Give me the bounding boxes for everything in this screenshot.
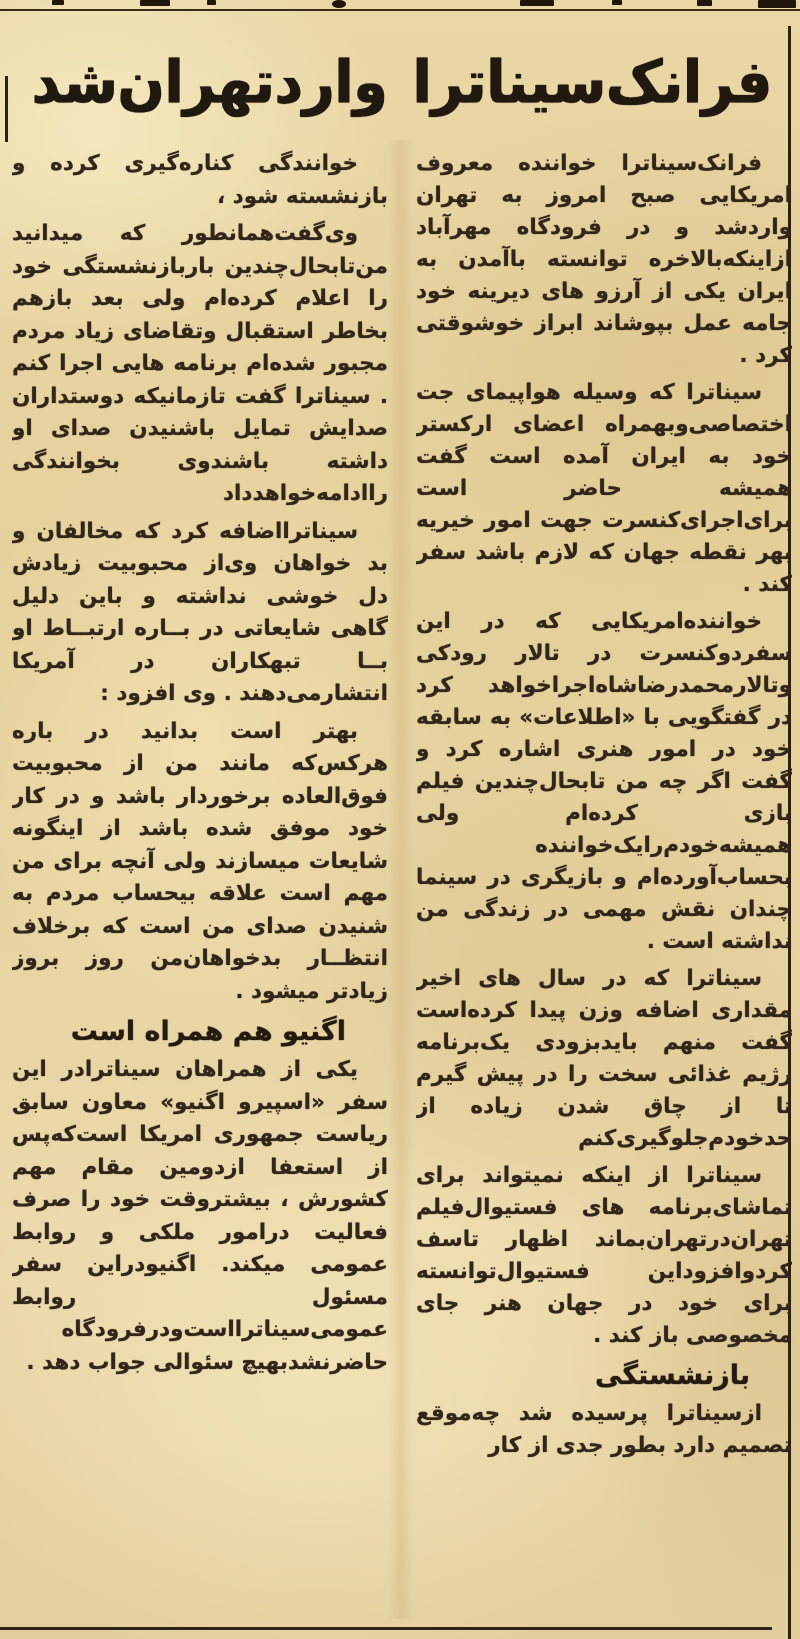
paragraph-comeback: وی‌گفت‌همانطور که میدانید من‌تابحال‌چندین باربازنشستگی خود را اعلام کرده‌ام ولی بعد بازهم بخاطر استقبال وتقاضای زیاد مردم مجبور شده‌ام برنامه هایی اجرا کنم . سیناترا گفت تازمانیکه دوستداران صدایش تمایل باشنیدن صدای او داشته باشندوی بخوانندگی راادامه‌خواهدداد [12, 221, 388, 506]
ink-fragment [207, 0, 216, 5]
bottom-horizontal-rule [0, 1627, 772, 1630]
paragraph-concerts: خواننده‌امریکایی که در این سفردوکنسرت در تالار رودکی وتالارمحمدرضاشاه‌اجراخواهد کرد در گفتگویی با «اطلاعات» به سابقه خود در امور هنری اشاره کرد و گفت اگر چه من تابحال‌چندین فیلم بازی کرده‌ام ولی همیشه‌خودم‌رایک‌خواننده بحساب‌آورده‌ام و بازیگری در سینما چندان نقش مهمی در زندگی من نداشته است . [416, 609, 792, 954]
paragraph-retirement-question: ازسیناترا پرسیده شد چه‌موقع تصمیم دارد بطور جدی از کار [416, 1401, 792, 1458]
right-column [416, 148, 792, 1623]
subhead-agnew: اگنیو هم همراه است [70, 1016, 346, 1047]
top-horizontal-rule [0, 9, 800, 11]
paragraph-diet: سیناترا که در سال های اخیر مقداری اضافه وزن پیدا کرده‌است گفت منهم بایدبزودی یک‌برنامه رژیم غذائی سخت را در پیش گیرم تا از چاق شدن زیاده از حدخودم‌جلوگیری‌کنم [416, 966, 792, 1151]
ink-fragment [697, 0, 712, 6]
paragraph-continuation: خوانندگی کناره‌گیری کرده و بازنشسته شود ، [12, 151, 388, 209]
subhead-retirement: بازنشستگی [595, 1360, 750, 1391]
paragraph-film-festival: سیناترا از اینکه نمیتواند برای تماشای‌برنامه های فستیوال‌فیلم تهران‌درتهران‌بماند اظهار تاسف کردوافزوداین فستیوال‌توانسته برای خود در جهان هنر جای مخصوصی باز کند . [416, 1163, 792, 1348]
paragraph-popularity: بهتر است بدانید در باره هرکس‌که مانند من از محبوبیت فوق‌العاده برخوردار باشد و در کار خود موفق شده باشد از اینگونه شایعات میسازند ولی آنچه برای من مهم است علاقه بیحساب مردم به شنیدن صدای من است که برخلاف انتظــار بدخواهان‌من روز بروز زیادتر میشود . [12, 718, 388, 1004]
article-headline: فرانک‌سیناترا واردتهران‌شد [31, 47, 773, 117]
ink-fragment [520, 0, 554, 6]
left-column [12, 148, 388, 1623]
paragraph-arrival: فرانک‌سیناترا خواننده معروف امریکایی صبح امروز به تهران واردشد و در فرودگاه مهرآباد ازاینکه‌بالاخره توانسته باآمدن به ایران یکی از آرزو های دیرینه خود جامه عمل بپوشاند ابراز خوشوقتی کرد . [416, 151, 792, 368]
paragraph-private-jet: سیناترا که وسیله هواپیمای جت اختصاصی‌وبهمراه اعضای ارکستر خود به ایران آمده است گفت همیشه حاضر است برای‌اجرای‌کنسرت جهت امور خیریه بهر نقطه جهان که لازم باشد سفر کند . [416, 380, 792, 597]
headline-left-rule [5, 76, 8, 142]
paragraph-agnew: یکی از همراهان سیناترادر این سفر «اسپیرو اگنیو» معاون سابق ریاست جمهوری امریکا است‌که‌پس از استعفا ازدومین مقام مهم کشورش ، بیشتروقت خود را صرف فعالیت درامور ملکی و روابط عمومی میکند. اگنیودراین سفر مسئول روابط عمومی‌سیناترااست‌ودرفرودگاه حاضرنشدبهیچ سئوالی جواب دهد . [12, 1057, 388, 1375]
ink-fragment [140, 0, 170, 6]
article-body [12, 148, 792, 1623]
ink-fragment [52, 0, 64, 5]
ink-fragment [758, 0, 796, 8]
ink-fragment [332, 0, 346, 8]
ink-fragment [612, 0, 622, 5]
paragraph-rumors: سیناترااضافه کرد که مخالفان و بد خواهان وی‌از محبوبیت زیادش دل خوشی نداشته و باین دلیل گاهی شایعاتی در بــاره ارتبــاط او بــا تبهکاران در آمریکا انتشارمی‌دهند . وی افزود : [12, 518, 388, 706]
